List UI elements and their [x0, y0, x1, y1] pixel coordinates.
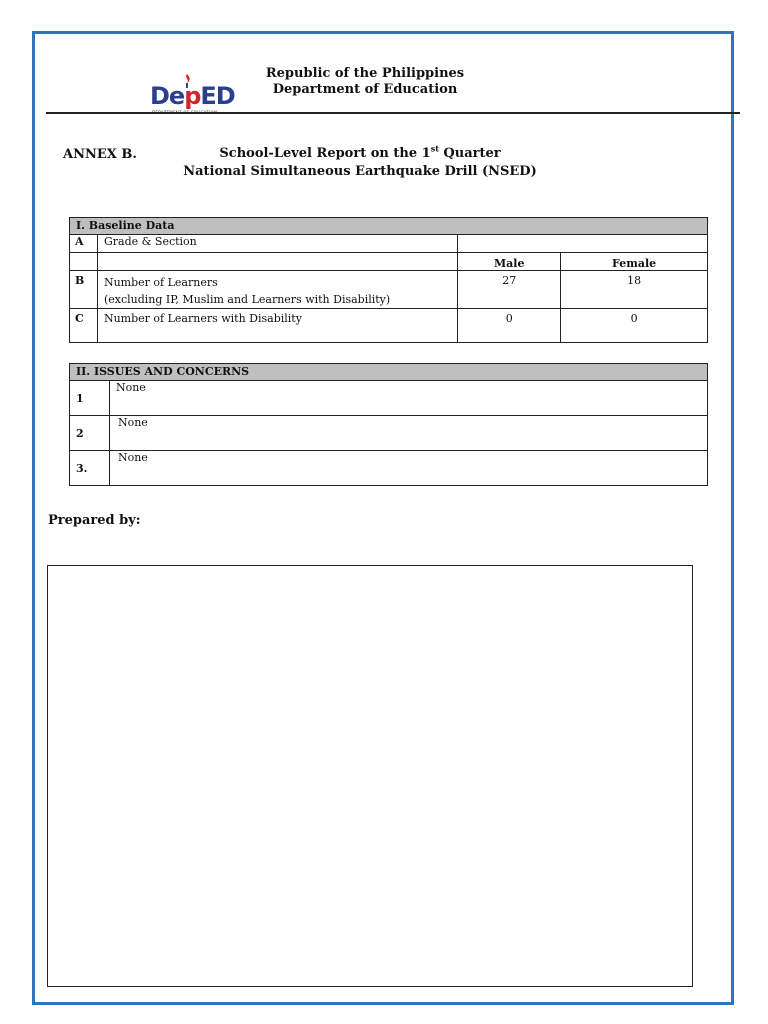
table-row: [70, 381, 708, 416]
disability-female-value: 0: [561, 309, 708, 343]
header-department: Department of Education: [272, 82, 458, 97]
issue-number: 3.: [70, 451, 110, 486]
prepared-by-label: Prepared by:: [48, 513, 141, 528]
table-row: [70, 416, 708, 451]
grade-section-label: Grade & Section: [97, 235, 457, 253]
row-label: A: [70, 235, 98, 253]
signature-box: [47, 565, 693, 987]
table-row: [70, 309, 708, 343]
table-row: [70, 271, 708, 309]
header-divider: [46, 112, 740, 114]
disability-male-value: 0: [458, 309, 561, 343]
learners-female-value: 18: [561, 271, 708, 309]
issue-number: 1: [70, 381, 110, 416]
issues-heading: II. ISSUES AND CONCERNS: [70, 364, 708, 381]
learners-male-value: 27: [458, 271, 561, 309]
male-header: Male: [458, 253, 561, 271]
report-title: School-Level Report on the 1st Quarter National Simultaneous Earthquake Drill (NSED): [183, 143, 537, 179]
row-label: C: [70, 309, 98, 343]
baseline-heading-row: [70, 218, 708, 235]
logo-subtitle: DEPARTMENT OF EDUCATION: [152, 110, 218, 115]
annex-label: ANNEX B.: [63, 147, 137, 162]
issue-text: None: [109, 451, 707, 486]
table-row: [70, 451, 708, 486]
learners-label: Number of Learners (excluding IP, Muslim and Learners with Disability): [97, 271, 457, 309]
issues-heading-row: [70, 364, 708, 381]
disability-label: Number of Learners with Disability: [97, 309, 457, 343]
issue-text: None: [109, 381, 707, 416]
logo-wordmark: DepED: [150, 82, 235, 110]
deped-logo: [150, 80, 235, 120]
issue-text: None: [109, 416, 707, 451]
baseline-data-table: [69, 217, 708, 343]
table-row: [70, 253, 708, 271]
table-row: [70, 235, 708, 253]
row-label: B: [70, 271, 98, 309]
issue-number: 2: [70, 416, 110, 451]
baseline-heading: I. Baseline Data: [70, 218, 708, 235]
grade-section-value: [458, 235, 708, 253]
female-header: Female: [561, 253, 708, 271]
header-republic: Republic of the Philippines: [265, 66, 465, 81]
issues-table: [69, 363, 708, 486]
